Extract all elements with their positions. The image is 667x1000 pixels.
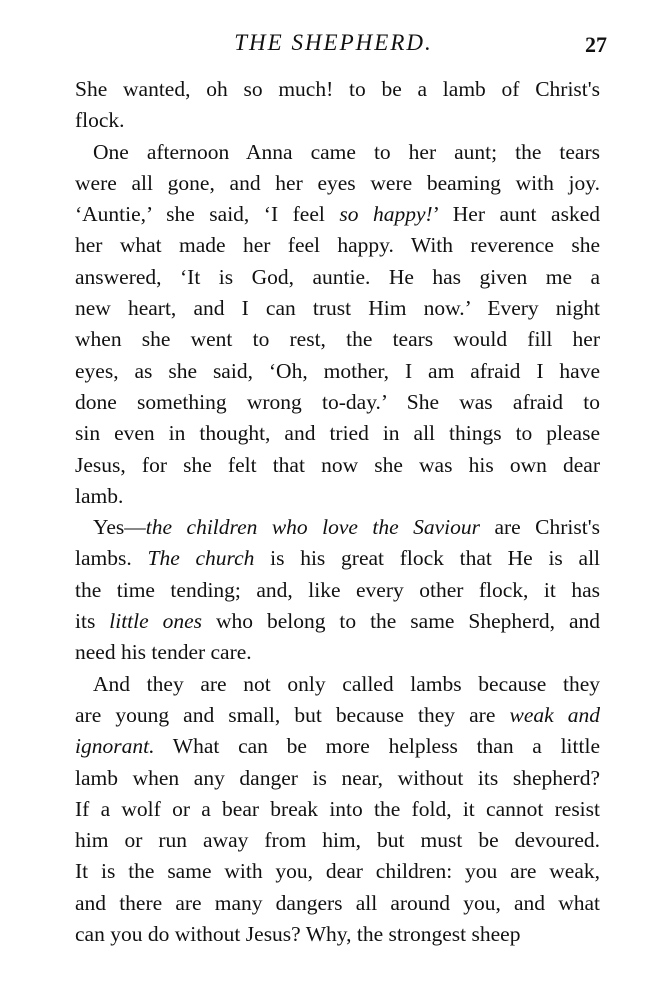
text-line: [75, 512, 600, 543]
text-run: her what made her feel happy. With reverence she: [75, 233, 600, 258]
text-run: were all gone, and her eyes were beaming with joy.: [75, 170, 600, 195]
text-run: him or run away from him, but must be devoured.: [75, 828, 600, 853]
running-title: THE SHEPHERD.: [234, 30, 433, 55]
text-line: [75, 637, 600, 668]
text-line: [75, 262, 600, 293]
text-run: done something wrong to-day.’ She was afraid to: [75, 389, 600, 414]
text-line: [75, 669, 600, 700]
page-number: 27: [585, 32, 607, 57]
text-run: are Christ's: [480, 515, 600, 540]
italic-text: The church: [147, 546, 255, 571]
text-run: And they are not only called lambs because they: [93, 671, 600, 696]
text-run: are young and small, but because they are: [75, 702, 510, 727]
text-run: flock.: [75, 108, 125, 133]
text-line: [75, 74, 600, 105]
text-run: can you do without Jesus? Why, the strongest sheep: [75, 922, 521, 947]
text-line: [75, 888, 600, 919]
text-line: [75, 450, 600, 481]
text-run: Yes—: [93, 515, 146, 540]
text-line: [75, 356, 600, 387]
text-line: [75, 418, 600, 449]
body-text: [75, 74, 600, 950]
text-run: and there are many dangers all around you, and what: [75, 890, 600, 915]
paragraph: [75, 512, 600, 668]
text-line: [75, 731, 600, 762]
text-run: the time tending; and, like every other flock, it has: [75, 577, 600, 602]
text-line: [75, 919, 600, 950]
text-run: She wanted, oh so much! to be a lamb of Christ's: [75, 77, 600, 101]
text-run: lamb.: [75, 483, 124, 508]
text-line: [75, 763, 600, 794]
text-run: If a wolf or a bear break into the fold, it cannot resist: [75, 796, 600, 821]
italic-text: so happy!: [339, 202, 433, 227]
italic-text: the children who love the Saviour: [145, 515, 481, 540]
text-line: [75, 105, 600, 136]
text-run: lamb when any danger is near, without its shepherd?: [75, 765, 600, 790]
running-head: [0, 30, 667, 60]
text-run: need his tender care.: [75, 640, 252, 665]
text-run: ’ Her aunt asked: [432, 202, 600, 227]
text-run: Jesus, for she felt that now she was his own dear: [75, 452, 600, 477]
text-run: ‘Auntie,’ she said, ‘I feel: [75, 202, 340, 227]
text-line: [75, 324, 600, 355]
text-run: One afternoon Anna came to her aunt; the tears: [93, 139, 600, 164]
text-line: [75, 606, 600, 637]
text-run: It is the same with you, dear children: you are weak,: [75, 859, 600, 884]
text-line: [75, 137, 600, 168]
text-run: answered, ‘It is God, auntie. He has given me a: [75, 264, 600, 289]
text-run: who belong to the same Shepherd, and: [202, 609, 600, 634]
text-line: [75, 168, 600, 199]
text-line: [75, 700, 600, 731]
text-run: eyes, as she said, ‘Oh, mother, I am afraid I have: [75, 358, 600, 383]
italic-text: weak and: [509, 702, 600, 727]
text-line: [75, 543, 600, 574]
text-run: is his great flock that He is all: [254, 546, 601, 571]
paragraph: [75, 137, 600, 513]
text-line: [75, 825, 600, 856]
text-run: new heart, and I can trust Him now.’ Every night: [75, 296, 600, 321]
text-line: [75, 293, 600, 324]
text-line: [75, 481, 600, 512]
paragraph: [75, 74, 600, 137]
text-line: [75, 199, 600, 230]
paragraph: [75, 669, 600, 951]
text-run: its: [75, 609, 110, 634]
text-line: [75, 230, 600, 261]
text-run: sin even in thought, and tried in all things to please: [75, 421, 600, 446]
text-line: [75, 856, 600, 887]
text-line: [75, 575, 600, 606]
text-line: [75, 387, 600, 418]
text-run: What can be more helpless than a little: [154, 734, 600, 759]
italic-text: ignorant.: [75, 734, 155, 759]
italic-text: little ones: [109, 609, 203, 634]
text-line: [75, 794, 600, 825]
text-run: lambs.: [75, 546, 148, 571]
text-run: when she went to rest, the tears would fill her: [75, 327, 600, 352]
